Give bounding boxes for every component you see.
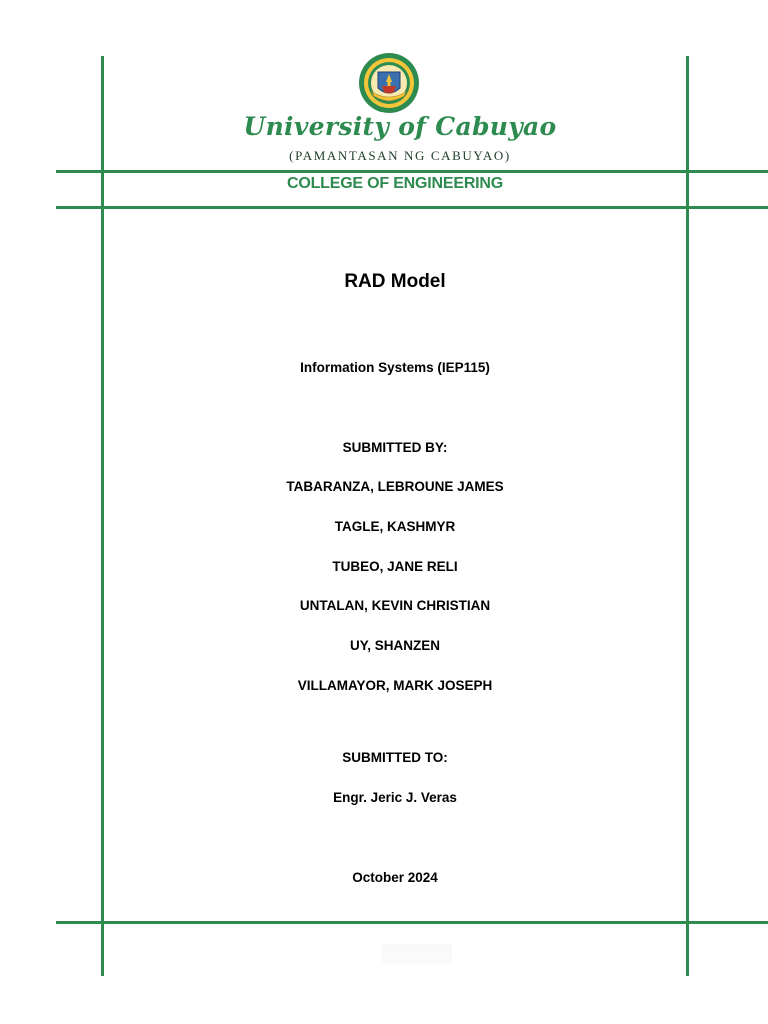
member-name: TUBEO, JANE RELI xyxy=(332,559,458,574)
university-name: University of Cabuyao xyxy=(243,112,557,141)
frame-line-right xyxy=(686,56,689,976)
submission-date: October 2024 xyxy=(352,870,438,885)
member-name: TABARANZA, LEBROUNE JAMES xyxy=(286,479,504,494)
college-name: COLLEGE OF ENGINEERING xyxy=(286,175,504,192)
frame-line-top-2 xyxy=(56,206,768,209)
document-title: RAD Model xyxy=(344,271,446,292)
submitted-by-label: SUBMITTED BY: xyxy=(342,440,448,455)
university-subtitle: (PAMANTASAN NG CABUYAO) xyxy=(289,148,511,163)
submitted-to-label: SUBMITTED TO: xyxy=(342,750,448,765)
faint-footer-mark xyxy=(382,944,452,964)
member-name: VILLAMAYOR, MARK JOSEPH xyxy=(297,678,493,693)
frame-line-bottom xyxy=(56,921,768,924)
university-seal-icon xyxy=(358,52,420,114)
member-name: UNTALAN, KEVIN CHRISTIAN xyxy=(299,598,491,613)
member-name: UY, SHANZEN xyxy=(349,638,440,653)
frame-line-left xyxy=(101,56,104,976)
course-name: Information Systems (IEP115) xyxy=(300,360,490,375)
member-name: TAGLE, KASHMYR xyxy=(334,519,456,534)
instructor-name: Engr. Jeric J. Veras xyxy=(333,790,457,805)
frame-line-top-1 xyxy=(56,170,768,173)
